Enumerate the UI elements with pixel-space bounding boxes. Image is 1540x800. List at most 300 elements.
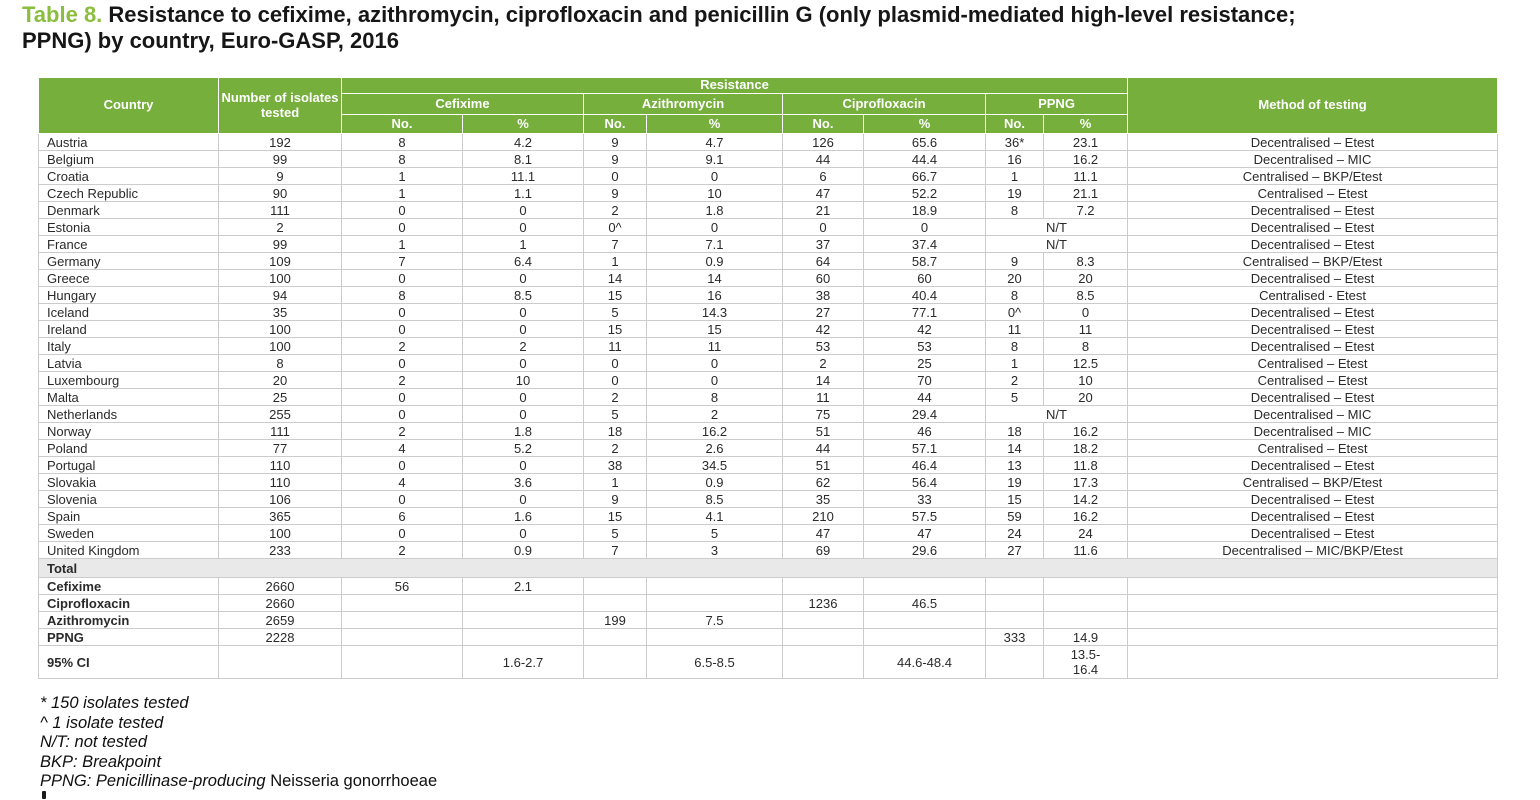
ppng-no-cell: 19 — [986, 474, 1044, 491]
azithromycin-pct-cell: 5 — [647, 525, 783, 542]
cefixime-pct-cell: 10 — [463, 372, 584, 389]
table-row — [39, 542, 1498, 559]
isolates-cell: 192 — [219, 134, 342, 151]
ppng-no-cell: 8 — [986, 287, 1044, 304]
cefixime-no-cell — [342, 646, 463, 679]
ppng-pct-cell — [1044, 578, 1128, 595]
table-row — [39, 440, 1498, 457]
footnote: ^ 1 isolate tested — [40, 713, 164, 732]
country-cell: Poland — [39, 440, 219, 457]
ppng-no-cell: 0^ — [986, 304, 1044, 321]
ciprofloxacin-no-cell — [783, 612, 864, 629]
azithromycin-no-cell: 15 — [584, 321, 647, 338]
cefixime-pct-cell: 1.8 — [463, 423, 584, 440]
azithromycin-pct-cell: 2.6 — [647, 440, 783, 457]
method-cell: Decentralised – Etest — [1128, 491, 1498, 508]
cefixime-pct-cell: 0 — [463, 406, 584, 423]
azithromycin-pct-cell: 0.9 — [647, 253, 783, 270]
cefixime-pct-cell — [463, 612, 584, 629]
ppng-pct-cell: 11.1 — [1044, 168, 1128, 185]
ppng-pct-cell: 11.8 — [1044, 457, 1128, 474]
azithromycin-no-cell: 15 — [584, 508, 647, 525]
isolates-cell: 365 — [219, 508, 342, 525]
footnote: * 150 isolates tested — [40, 694, 189, 712]
ppng-no-cell: 16 — [986, 151, 1044, 168]
country-cell: Estonia — [39, 219, 219, 236]
total-label-cell: Azithromycin — [39, 612, 219, 629]
method-cell: Decentralised – Etest — [1128, 338, 1498, 355]
cefixime-no-cell: 56 — [342, 578, 463, 595]
azithromycin-pct-cell: 3 — [647, 542, 783, 559]
azithromycin-no-cell: 15 — [584, 287, 647, 304]
azithromycin-no-cell: 199 — [584, 612, 647, 629]
cefixime-no-cell: 0 — [342, 491, 463, 508]
cefixime-pct-cell: 6.4 — [463, 253, 584, 270]
cefixime-no-cell: 8 — [342, 134, 463, 151]
method-cell: Decentralised – MIC — [1128, 151, 1498, 168]
total-label-cell: PPNG — [39, 629, 219, 646]
isolates-cell — [219, 646, 342, 679]
azithromycin-pct-cell: 2 — [647, 406, 783, 423]
cefixime-pct-cell — [463, 595, 584, 612]
azithromycin-no-cell: 9 — [584, 185, 647, 202]
country-cell: Slovakia — [39, 474, 219, 491]
cefixime-no-cell: 6 — [342, 508, 463, 525]
country-cell: Malta — [39, 389, 219, 406]
ciprofloxacin-pct-cell: 77.1 — [864, 304, 986, 321]
table-row — [39, 525, 1498, 542]
azithromycin-no-cell: 5 — [584, 304, 647, 321]
cefixime-no-cell: 0 — [342, 406, 463, 423]
country-cell: Luxembourg — [39, 372, 219, 389]
cefixime-no-cell: 2 — [342, 338, 463, 355]
col-header-isolates: Number of isolates tested — [219, 78, 342, 134]
ciprofloxacin-no-cell: 37 — [783, 236, 864, 253]
ppng-no-cell: 27 — [986, 542, 1044, 559]
ciprofloxacin-no-cell — [783, 629, 864, 646]
ppng-pct-cell: 7.2 — [1044, 202, 1128, 219]
azithromycin-no-cell: 7 — [584, 236, 647, 253]
method-cell: Decentralised – Etest — [1128, 525, 1498, 542]
ppng-pct-cell: 8.3 — [1044, 253, 1128, 270]
col-header-resistance: Resistance — [342, 78, 1128, 94]
isolates-cell: 100 — [219, 338, 342, 355]
ppng-pct-cell: 23.1 — [1044, 134, 1128, 151]
isolates-cell: 2659 — [219, 612, 342, 629]
ciprofloxacin-pct-cell: 47 — [864, 525, 986, 542]
table-row — [39, 202, 1498, 219]
ppng-pct-cell: 16.2 — [1044, 508, 1128, 525]
ppng-pct-cell: 11 — [1044, 321, 1128, 338]
method-cell: Decentralised – MIC/BKP/Etest — [1128, 542, 1498, 559]
col-header-ciprofloxacin-no: No. — [783, 115, 864, 134]
ppng-pct-cell — [1044, 612, 1128, 629]
ciprofloxacin-pct-cell: 18.9 — [864, 202, 986, 219]
country-cell: Austria — [39, 134, 219, 151]
method-cell: Centralised – Etest — [1128, 372, 1498, 389]
azithromycin-no-cell: 2 — [584, 389, 647, 406]
azithromycin-pct-cell — [647, 629, 783, 646]
cefixime-no-cell: 2 — [342, 542, 463, 559]
table-caption-text: Resistance to cefixime, azithromycin, ciprofloxacin and penicillin G (only plasmid-mediated high-level resistance; PPNG) by country, Euro-GASP, 2016 — [22, 2, 1296, 54]
table-row — [39, 355, 1498, 372]
azithromycin-pct-cell: 10 — [647, 185, 783, 202]
method-cell — [1128, 595, 1498, 612]
ciprofloxacin-pct-cell: 66.7 — [864, 168, 986, 185]
isolates-cell: 233 — [219, 542, 342, 559]
cefixime-no-cell — [342, 612, 463, 629]
cefixime-no-cell: 1 — [342, 185, 463, 202]
ppng-pct-cell — [1044, 646, 1128, 679]
cefixime-no-cell: 0 — [342, 219, 463, 236]
cefixime-pct-cell — [463, 629, 584, 646]
azithromycin-no-cell: 9 — [584, 151, 647, 168]
ppng-pct-cell: 12.5 — [1044, 355, 1128, 372]
ppng-no-cell: 1 — [986, 168, 1044, 185]
isolates-cell: 255 — [219, 406, 342, 423]
ppng-no-cell: 18 — [986, 423, 1044, 440]
col-header-ppng-pct: % — [1044, 115, 1128, 134]
ciprofloxacin-pct-cell: 44.6-48.4 — [864, 646, 986, 679]
isolates-cell: 20 — [219, 372, 342, 389]
ppng-pct-cell: 11.6 — [1044, 542, 1128, 559]
table-row — [39, 491, 1498, 508]
cefixime-pct-cell: 0 — [463, 270, 584, 287]
ciprofloxacin-no-cell: 210 — [783, 508, 864, 525]
cefixime-pct-cell: 5.2 — [463, 440, 584, 457]
table-row — [39, 304, 1498, 321]
table-row — [39, 321, 1498, 338]
country-cell: Greece — [39, 270, 219, 287]
azithromycin-no-cell: 38 — [584, 457, 647, 474]
cefixime-pct-cell: 1.1 — [463, 185, 584, 202]
ciprofloxacin-pct-cell: 40.4 — [864, 287, 986, 304]
ciprofloxacin-pct-cell: 46.4 — [864, 457, 986, 474]
ciprofloxacin-no-cell: 0 — [783, 219, 864, 236]
isolates-cell: 9 — [219, 168, 342, 185]
table-row — [39, 423, 1498, 440]
table-row — [39, 270, 1498, 287]
ppng-no-cell: 2 — [986, 372, 1044, 389]
cefixime-pct-cell: 11.1 — [463, 168, 584, 185]
azithromycin-no-cell — [584, 646, 647, 679]
ciprofloxacin-pct-cell: 25 — [864, 355, 986, 372]
ppng-pct-cell: 14.2 — [1044, 491, 1128, 508]
ciprofloxacin-pct-cell: 37.4 — [864, 236, 986, 253]
col-header-method: Method of testing — [1128, 78, 1498, 134]
cefixime-no-cell: 0 — [342, 525, 463, 542]
table-body — [39, 134, 1498, 679]
ppng-no-cell: 59 — [986, 508, 1044, 525]
ppng-pct-cell: 24 — [1044, 525, 1128, 542]
resistance-table — [38, 77, 1498, 679]
table-row — [39, 457, 1498, 474]
isolates-cell: 2660 — [219, 595, 342, 612]
ci-label-cell: 95% CI — [39, 646, 219, 679]
ciprofloxacin-no-cell: 6 — [783, 168, 864, 185]
cefixime-pct-cell: 4.2 — [463, 134, 584, 151]
country-cell: Spain — [39, 508, 219, 525]
cefixime-no-cell: 8 — [342, 287, 463, 304]
footnote: BKP: Breakpoint — [40, 752, 162, 771]
azithromycin-pct-cell: 14 — [647, 270, 783, 287]
ppng-no-cell — [986, 595, 1044, 612]
ciprofloxacin-no-cell: 44 — [783, 151, 864, 168]
azithromycin-no-cell: 1 — [584, 253, 647, 270]
ciprofloxacin-no-cell: 47 — [783, 525, 864, 542]
cefixime-no-cell: 8 — [342, 151, 463, 168]
method-cell: Centralised – Etest — [1128, 355, 1498, 372]
ciprofloxacin-pct-cell: 46.5 — [864, 595, 986, 612]
cefixime-pct-cell: 1 — [463, 236, 584, 253]
method-cell: Centralised – Etest — [1128, 440, 1498, 457]
azithromycin-no-cell: 1 — [584, 474, 647, 491]
ppng-pct-cell: 21.1 — [1044, 185, 1128, 202]
method-cell: Decentralised – Etest — [1128, 457, 1498, 474]
method-cell: Decentralised – Etest — [1128, 270, 1498, 287]
method-cell: Decentralised – Etest — [1128, 134, 1498, 151]
ciprofloxacin-pct-cell: 56.4 — [864, 474, 986, 491]
total-label-cell: Cefixime — [39, 578, 219, 595]
col-header-azithromycin: Azithromycin — [584, 94, 783, 115]
country-cell: Sweden — [39, 525, 219, 542]
isolates-cell: 110 — [219, 457, 342, 474]
method-cell: Decentralised – Etest — [1128, 219, 1498, 236]
isolates-cell: 99 — [219, 236, 342, 253]
table-caption — [22, 2, 1352, 55]
isolates-cell: 100 — [219, 321, 342, 338]
ciprofloxacin-pct-cell: 57.5 — [864, 508, 986, 525]
total-label: Total — [39, 559, 1498, 578]
table-row — [39, 287, 1498, 304]
ppng-nt-cell: N/T — [986, 406, 1128, 423]
azithromycin-pct-cell: 16.2 — [647, 423, 783, 440]
ciprofloxacin-no-cell: 42 — [783, 321, 864, 338]
cefixime-no-cell: 7 — [342, 253, 463, 270]
azithromycin-pct-cell: 8.5 — [647, 491, 783, 508]
country-cell: Iceland — [39, 304, 219, 321]
ciprofloxacin-pct-cell: 52.2 — [864, 185, 986, 202]
ciprofloxacin-no-cell: 38 — [783, 287, 864, 304]
ppng-pct-cell: 14.9 — [1044, 629, 1128, 646]
cefixime-no-cell: 1 — [342, 236, 463, 253]
isolates-cell: 25 — [219, 389, 342, 406]
footnote-italic-part: PPNG: Penicillinase-producing — [40, 772, 271, 790]
azithromycin-pct-cell: 34.5 — [647, 457, 783, 474]
cefixime-no-cell: 1 — [342, 168, 463, 185]
azithromycin-pct-cell: 16 — [647, 287, 783, 304]
cefixime-no-cell: 0 — [342, 321, 463, 338]
isolates-cell: 2 — [219, 219, 342, 236]
isolates-cell: 94 — [219, 287, 342, 304]
total-row — [39, 595, 1498, 612]
cefixime-pct-cell: 1.6 — [463, 508, 584, 525]
azithromycin-pct-cell: 1.8 — [647, 202, 783, 219]
azithromycin-no-cell — [584, 629, 647, 646]
azithromycin-pct-cell: 14.3 — [647, 304, 783, 321]
ciprofloxacin-no-cell: 126 — [783, 134, 864, 151]
ci-row — [39, 646, 1498, 679]
ppng-pct-cell: 8.5 — [1044, 287, 1128, 304]
cefixime-no-cell: 4 — [342, 440, 463, 457]
country-cell: Latvia — [39, 355, 219, 372]
cefixime-pct-cell: 0 — [463, 491, 584, 508]
ppng-nt-cell: N/T — [986, 219, 1128, 236]
azithromycin-pct-cell — [647, 595, 783, 612]
method-cell: Decentralised – MIC — [1128, 423, 1498, 440]
cefixime-pct-cell: 0 — [463, 219, 584, 236]
azithromycin-no-cell: 5 — [584, 406, 647, 423]
col-header-country: Country — [39, 78, 219, 134]
azithromycin-pct-cell: 7.1 — [647, 236, 783, 253]
ppng-no-cell: 20 — [986, 270, 1044, 287]
cefixime-pct-cell: 0 — [463, 457, 584, 474]
table-row — [39, 151, 1498, 168]
cefixime-pct-cell: 0.9 — [463, 542, 584, 559]
cefixime-no-cell: 0 — [342, 270, 463, 287]
azithromycin-pct-cell: 4.1 — [647, 508, 783, 525]
cefixime-pct-cell: 2.1 — [463, 578, 584, 595]
ciprofloxacin-no-cell: 27 — [783, 304, 864, 321]
col-header-azithromycin-pct: % — [647, 115, 783, 134]
azithromycin-no-cell: 0^ — [584, 219, 647, 236]
ciprofloxacin-no-cell: 64 — [783, 253, 864, 270]
azithromycin-no-cell: 0 — [584, 372, 647, 389]
ciprofloxacin-no-cell: 75 — [783, 406, 864, 423]
total-row — [39, 629, 1498, 646]
country-cell: Netherlands — [39, 406, 219, 423]
azithromycin-pct-cell: 0 — [647, 219, 783, 236]
ppng-pct-cell: 8 — [1044, 338, 1128, 355]
azithromycin-pct-cell: 9.1 — [647, 151, 783, 168]
azithromycin-pct-cell: 0.9 — [647, 474, 783, 491]
col-header-cefixime-no: No. — [342, 115, 463, 134]
ppng-no-cell: 19 — [986, 185, 1044, 202]
ppng-no-cell: 15 — [986, 491, 1044, 508]
method-cell: Decentralised – Etest — [1128, 389, 1498, 406]
ciprofloxacin-no-cell — [783, 646, 864, 679]
table-row — [39, 372, 1498, 389]
footnote: N/T: not tested — [40, 733, 147, 751]
cefixime-no-cell: 2 — [342, 423, 463, 440]
ppng-no-cell: 14 — [986, 440, 1044, 457]
col-header-ciprofloxacin: Ciprofloxacin — [783, 94, 986, 115]
ppng-no-cell: 8 — [986, 202, 1044, 219]
country-cell: Belgium — [39, 151, 219, 168]
azithromycin-pct-cell: 0 — [647, 168, 783, 185]
cefixime-no-cell: 0 — [342, 389, 463, 406]
ppng-no-cell: 24 — [986, 525, 1044, 542]
col-header-ciprofloxacin-pct: % — [864, 115, 986, 134]
cefixime-pct-cell: 0 — [463, 389, 584, 406]
ppng-pct-cell: 0 — [1044, 304, 1128, 321]
ciprofloxacin-pct-cell: 65.6 — [864, 134, 986, 151]
country-cell: Czech Republic — [39, 185, 219, 202]
table-number: Table 8. — [22, 2, 103, 27]
ciprofloxacin-no-cell: 44 — [783, 440, 864, 457]
azithromycin-pct-cell: 8 — [647, 389, 783, 406]
footnote — [40, 772, 437, 792]
ciprofloxacin-no-cell: 47 — [783, 185, 864, 202]
azithromycin-no-cell: 9 — [584, 134, 647, 151]
table-row — [39, 474, 1498, 491]
azithromycin-no-cell: 11 — [584, 338, 647, 355]
cefixime-pct-cell: 0 — [463, 321, 584, 338]
cefixime-pct-cell: 3.6 — [463, 474, 584, 491]
isolates-cell: 35 — [219, 304, 342, 321]
ciprofloxacin-pct-cell: 46 — [864, 423, 986, 440]
country-cell: France — [39, 236, 219, 253]
method-cell: Decentralised – MIC — [1128, 406, 1498, 423]
table-row — [39, 389, 1498, 406]
azithromycin-no-cell: 5 — [584, 525, 647, 542]
azithromycin-pct-cell: 0 — [647, 355, 783, 372]
total-section-row — [39, 559, 1498, 578]
method-cell: Centralised – Etest — [1128, 185, 1498, 202]
cefixime-pct-cell: 0 — [463, 525, 584, 542]
method-cell — [1128, 629, 1498, 646]
ciprofloxacin-pct-cell: 42 — [864, 321, 986, 338]
ppng-no-cell: 5 — [986, 389, 1044, 406]
ppng-no-cell: 11 — [986, 321, 1044, 338]
ppng-pct-cell: 10 — [1044, 372, 1128, 389]
ppng-nt-cell: N/T — [986, 236, 1128, 253]
total-row — [39, 612, 1498, 629]
footnote-roman-part: Neisseria gonorrhoeae — [270, 772, 438, 790]
ciprofloxacin-no-cell: 11 — [783, 389, 864, 406]
ppng-no-cell — [986, 646, 1044, 679]
table-row — [39, 253, 1498, 270]
ppng-no-cell: 36* — [986, 134, 1044, 151]
method-cell: Decentralised – Etest — [1128, 321, 1498, 338]
ciprofloxacin-pct-cell — [864, 629, 986, 646]
country-cell: Hungary — [39, 287, 219, 304]
ciprofloxacin-pct-cell: 70 — [864, 372, 986, 389]
ciprofloxacin-pct-cell: 44 — [864, 389, 986, 406]
azithromycin-no-cell — [584, 578, 647, 595]
ciprofloxacin-pct-cell: 60 — [864, 270, 986, 287]
ciprofloxacin-pct-cell: 29.6 — [864, 542, 986, 559]
ciprofloxacin-pct-cell: 44.4 — [864, 151, 986, 168]
cefixime-pct-cell: 0 — [463, 304, 584, 321]
ci-ppng-value: 13.5-16.4 — [1070, 647, 1101, 677]
cefixime-no-cell — [342, 629, 463, 646]
ciprofloxacin-no-cell: 51 — [783, 457, 864, 474]
ppng-no-cell: 9 — [986, 253, 1044, 270]
cefixime-no-cell: 0 — [342, 457, 463, 474]
isolates-cell: 111 — [219, 423, 342, 440]
ciprofloxacin-pct-cell: 53 — [864, 338, 986, 355]
cefixime-no-cell: 0 — [342, 202, 463, 219]
azithromycin-pct-cell: 11 — [647, 338, 783, 355]
ciprofloxacin-no-cell: 14 — [783, 372, 864, 389]
azithromycin-pct-cell: 6.5-8.5 — [647, 646, 783, 679]
isolates-cell: 100 — [219, 525, 342, 542]
ciprofloxacin-no-cell: 60 — [783, 270, 864, 287]
method-cell: Decentralised – Etest — [1128, 236, 1498, 253]
ppng-no-cell — [986, 612, 1044, 629]
table-row — [39, 219, 1498, 236]
cefixime-no-cell: 0 — [342, 355, 463, 372]
ciprofloxacin-pct-cell: 29.4 — [864, 406, 986, 423]
ppng-no-cell: 333 — [986, 629, 1044, 646]
country-cell: Portugal — [39, 457, 219, 474]
ciprofloxacin-pct-cell: 0 — [864, 219, 986, 236]
total-label-cell: Ciprofloxacin — [39, 595, 219, 612]
azithromycin-pct-cell: 7.5 — [647, 612, 783, 629]
method-cell: Decentralised – Etest — [1128, 304, 1498, 321]
azithromycin-no-cell: 9 — [584, 491, 647, 508]
